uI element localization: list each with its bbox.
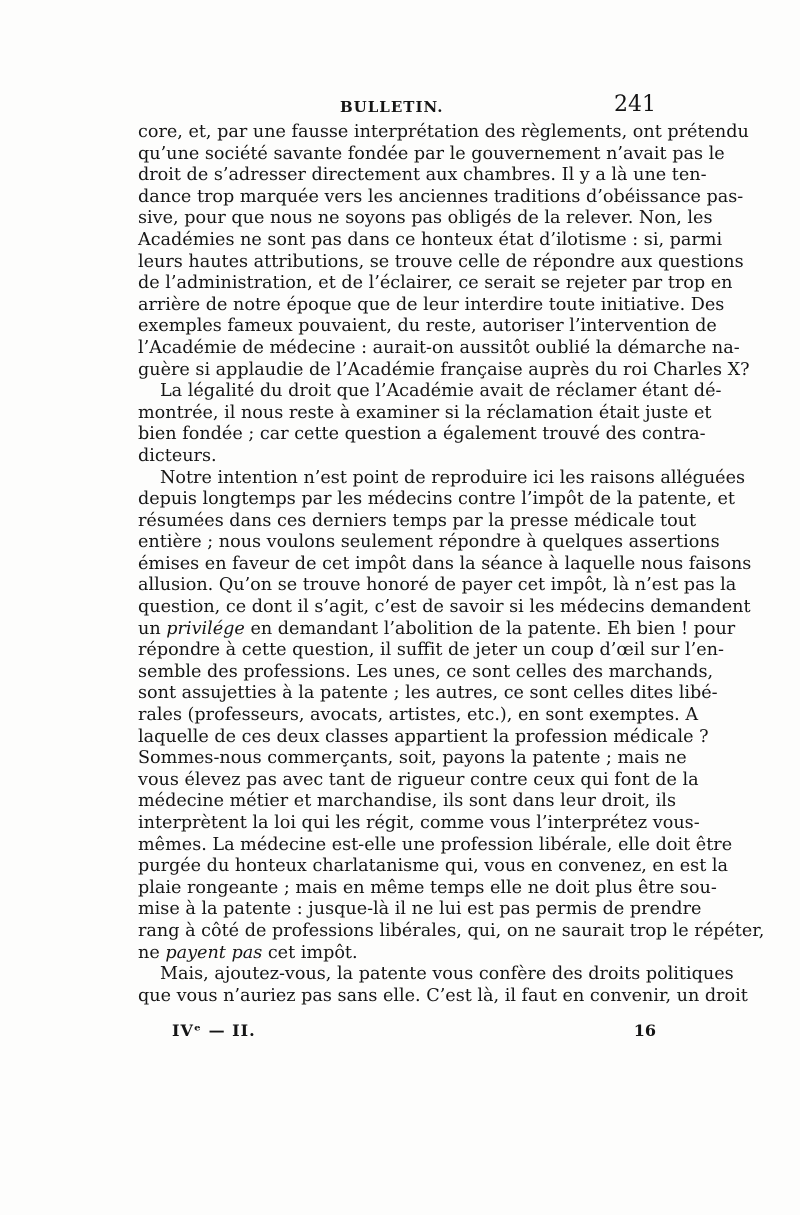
text-line: question, ce dont il s’agit, c’est de savoir si les médecins demandent: [138, 597, 751, 618]
text-line: plaie rongeante ; mais en même temps elle ne doit plus être sou-: [138, 877, 717, 898]
text-line: qu’une société savante fondée par le gouvernement n’avait pas le: [138, 143, 725, 164]
text-line: sont assujetties à la patente ; les autres, ce sont celles dites libé-: [138, 683, 718, 704]
text-line: [138, 943, 660, 965]
text-line: rales (professeurs, avocats, artistes, etc.), en sont exemptes. A: [138, 705, 699, 726]
text-line: l’Académie de médecine : aurait-on aussitôt oublié la démarche na-: [138, 337, 740, 358]
text-fragment: cet impôt.: [267, 942, 358, 963]
page-number: 241: [614, 92, 656, 117]
text-fragment: un: [138, 618, 161, 639]
text-line: de l’administration, et de l’éclairer, ce serait se rejeter par trop en: [138, 273, 733, 294]
text-line: guère si applaudie de l’Académie française auprès du roi Charles X?: [138, 359, 750, 380]
text-line: dicteurs.: [138, 445, 217, 466]
text-line: exemples fameux pouvaient, du reste, autoriser l’intervention de: [138, 316, 717, 337]
page-footer: [138, 1021, 656, 1045]
text-line: rang à côté de professions libérales, qui, on ne saurait trop le répéter,: [138, 920, 765, 941]
text-line: que vous n’auriez pas sans elle. C’est là, il faut en convenir, un droit: [138, 985, 748, 1006]
italic-term: privilége: [166, 618, 245, 639]
text-line: Sommes-nous commerçants, soit, payons la patente ; mais ne: [138, 748, 687, 769]
text-line: sive, pour que nous ne soyons pas obligés de la relever. Non, les: [138, 208, 713, 229]
running-header: [138, 92, 656, 120]
text-line: mêmes. La médecine est-elle une profession libérale, elle doit être: [138, 834, 733, 855]
text-line: [138, 618, 736, 641]
text-line: émises en faveur de cet impôt dans la séance à laquelle nous faisons: [138, 553, 752, 574]
text-line: core, et, par une fausse interprétation des règlements, ont prétendu: [138, 122, 749, 142]
text-line: semble des professions. Les unes, ce sont celles des marchands,: [138, 661, 714, 682]
text-line: Académies ne sont pas dans ce honteux état d’ilotisme : si, parmi: [138, 229, 723, 250]
text-line: montrée, il nous reste à examiner si la réclamation était juste et: [138, 402, 712, 423]
text-line: allusion. Qu’on se trouve honoré de payer cet impôt, là n’est pas la: [138, 575, 737, 596]
paragraph-start-line: Mais, ajoutez-vous, la patente vous confère des droits politiques: [160, 964, 734, 985]
paragraph-start-line: La légalité du droit que l’Académie avait de réclamer étant dé-: [160, 381, 722, 402]
text-line: laquelle de ces deux classes appartient la profession médicale ?: [138, 726, 709, 747]
italic-term: payent pas: [165, 942, 263, 963]
running-title: BULLETIN.: [340, 98, 444, 116]
text-line: mise à la patente : jusque-là il ne lui est pas permis de prendre: [138, 899, 702, 920]
body-text: [138, 122, 765, 1007]
signature-mark: IVᵉ — II.: [172, 1021, 256, 1040]
text-fragment: ne: [138, 942, 160, 963]
text-fragment: en demandant l’abolition de la patente. Eh bien ! pour: [250, 618, 736, 639]
text-line: médecine métier et marchandise, ils sont dans leur droit, ils: [138, 791, 676, 812]
text-line: résumées dans ces derniers temps par la presse médicale tout: [138, 510, 697, 531]
text-line: depuis longtemps par les médecins contre l’impôt de la patente, et: [138, 489, 735, 510]
text-line: arrière de notre époque que de leur interdire toute initiative. Des: [138, 294, 725, 315]
text-line: dance trop marquée vers les anciennes traditions d’obéissance pas-: [138, 186, 744, 207]
paragraph-start-line: Notre intention n’est point de reproduire ici les raisons alléguées: [160, 467, 746, 488]
text-line: interprètent la loi qui les régit, comme vous l’interprétez vous-: [138, 813, 700, 833]
text-line: droit de s’adresser directement aux chambres. Il y a là une ten-: [138, 165, 707, 186]
sheet-number: 16: [633, 1021, 656, 1040]
text-line: répondre à cette question, il suffit de jeter un coup d’œil sur l’en-: [138, 640, 724, 661]
text-line: entière ; nous voulons seulement répondre à quelques assertions: [138, 532, 720, 553]
text-line: vous élevez pas avec tant de rigueur contre ceux qui font de la: [138, 769, 699, 790]
text-line: bien fondée ; car cette question a également trouvé des contra-: [138, 424, 706, 445]
text-line: purgée du honteux charlatanisme qui, vous en convenez, en est la: [138, 856, 728, 877]
text-line: leurs hautes attributions, se trouve celle de répondre aux questions: [138, 251, 744, 272]
